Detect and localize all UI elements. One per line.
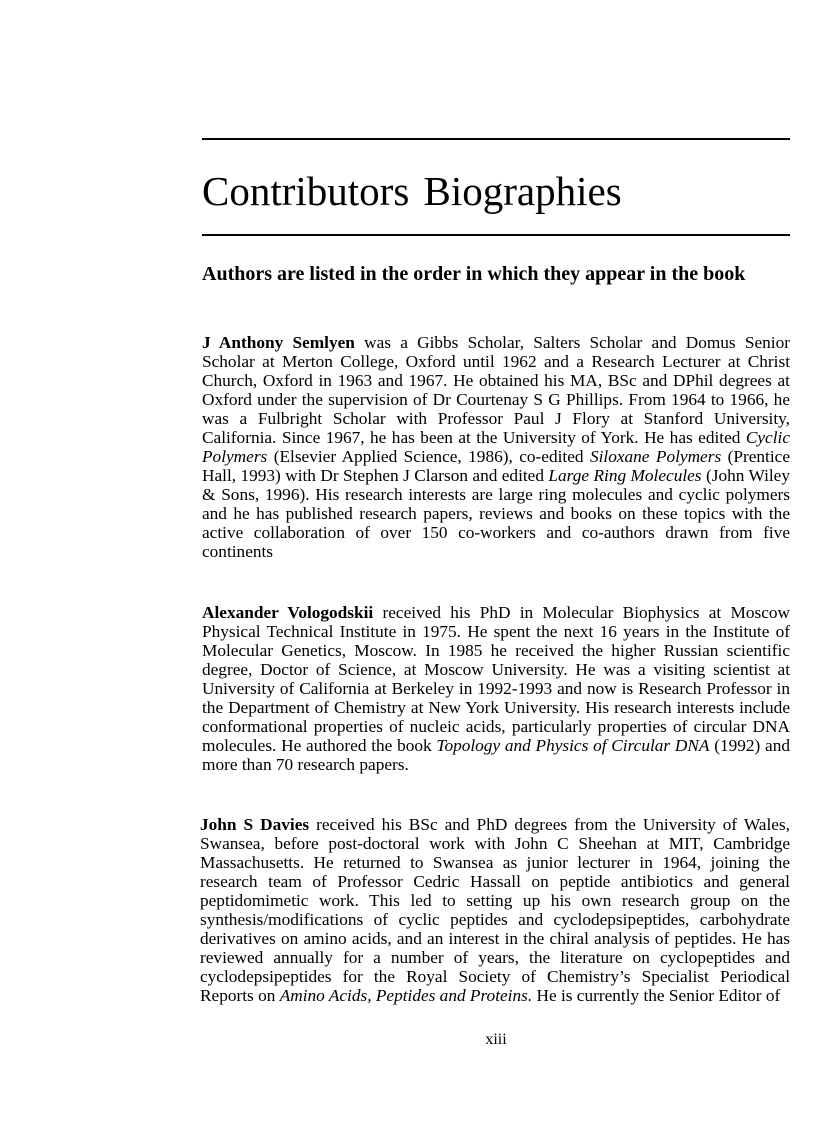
section-subtitle: Authors are listed in the order in which they appear in the book — [202, 263, 746, 285]
title-underline-rule — [202, 234, 790, 236]
biography-text: received his BSc and PhD degrees from the University of Wales, Swansea, before post-doctoral work with John C Sheehan at MIT, Cambridge Massachusetts. He returned to Swansea as junior lecturer in 1964, joining the research team of Professor Cedric Hassall on peptide antibiotics and general peptidomimetic work. This led to setting up his own research group on the synthesis/modifications of cyclic peptides and cyclodepsipeptides, carbohydrate derivatives on amino acids, and an interest in the chiral analysis of peptides. He has reviewed annually for a number of years, the literature on cyclopeptides and cyclodepsipeptides for the Royal Society of Chemistry’s Specialist Periodical Reports on — [200, 815, 790, 1005]
biography-text: (Prentice Hall, 1993) with Dr Stephen J Clarson and edited — [202, 447, 790, 485]
biography-paragraph — [202, 333, 790, 561]
contributor-name: J Anthony Semlyen — [202, 333, 355, 352]
book-title: Cyclic Polymers — [202, 428, 790, 466]
biography-text: was a Gibbs Scholar, Salters Scholar and Domus Senior Scholar at Merton College, Oxford until 1962 and a Research Lecturer at Christ Church, Oxford in 1963 and 1967. He obtained his MA, BSc and DPhil degrees at Oxford under the supervision of Dr Courtenay S G Phillips. From 1964 to 1966, he was a Fulbright Scholar with Professor Paul J Flory at Stanford University, California. Since 1967, he has been at the University of York. He has edited — [202, 333, 790, 447]
contributor-name: Alexander Vologodskii — [202, 603, 374, 622]
biography-text: He is currently the Senior Editor of — [532, 986, 781, 1005]
book-title: Large Ring Molecules — [548, 466, 702, 485]
biography-text: (1992) and more than 70 research papers. — [202, 736, 790, 774]
biography-text: (John Wiley & Sons, 1996). His research interests are large ring molecules and cyclic polymers and he has published research papers, reviews and books on these topics with the active collaboration of over 150 co-workers and co-authors drawn from five continents — [202, 466, 790, 561]
biography-text: (Elsevier Applied Science, 1986), co-edited — [267, 447, 590, 466]
biography-paragraph — [200, 815, 790, 1005]
book-title: Amino Acids, Peptides and Proteins. — [279, 986, 533, 1005]
page-number: xiii — [485, 1031, 507, 1048]
biography-paragraph — [202, 603, 790, 774]
book-title: Topology and Physics of Circular DNA — [436, 736, 710, 755]
page — [202, 0, 790, 1123]
biography-text: received his PhD in Molecular Biophysics at Moscow Physical Technical Institute in 1975. He spent the next 16 years in the Institute of Molecular Genetics, Moscow. In 1985 he received the higher Russian scientific degree, Doctor of Science, at Moscow University. He was a visiting scientist at University of California at Berkeley in 1992-1993 and now is Research Professor in the Department of Chemistry at New York University. His research interests include conformational properties of nucleic acids, particularly properties of circular DNA molecules. He authored the book — [202, 603, 790, 755]
page-title: Contributors Biographies — [202, 168, 622, 214]
top-rule — [202, 138, 790, 140]
contributor-name: John S Davies — [200, 815, 310, 834]
book-title: Siloxane Polymers — [589, 447, 722, 466]
